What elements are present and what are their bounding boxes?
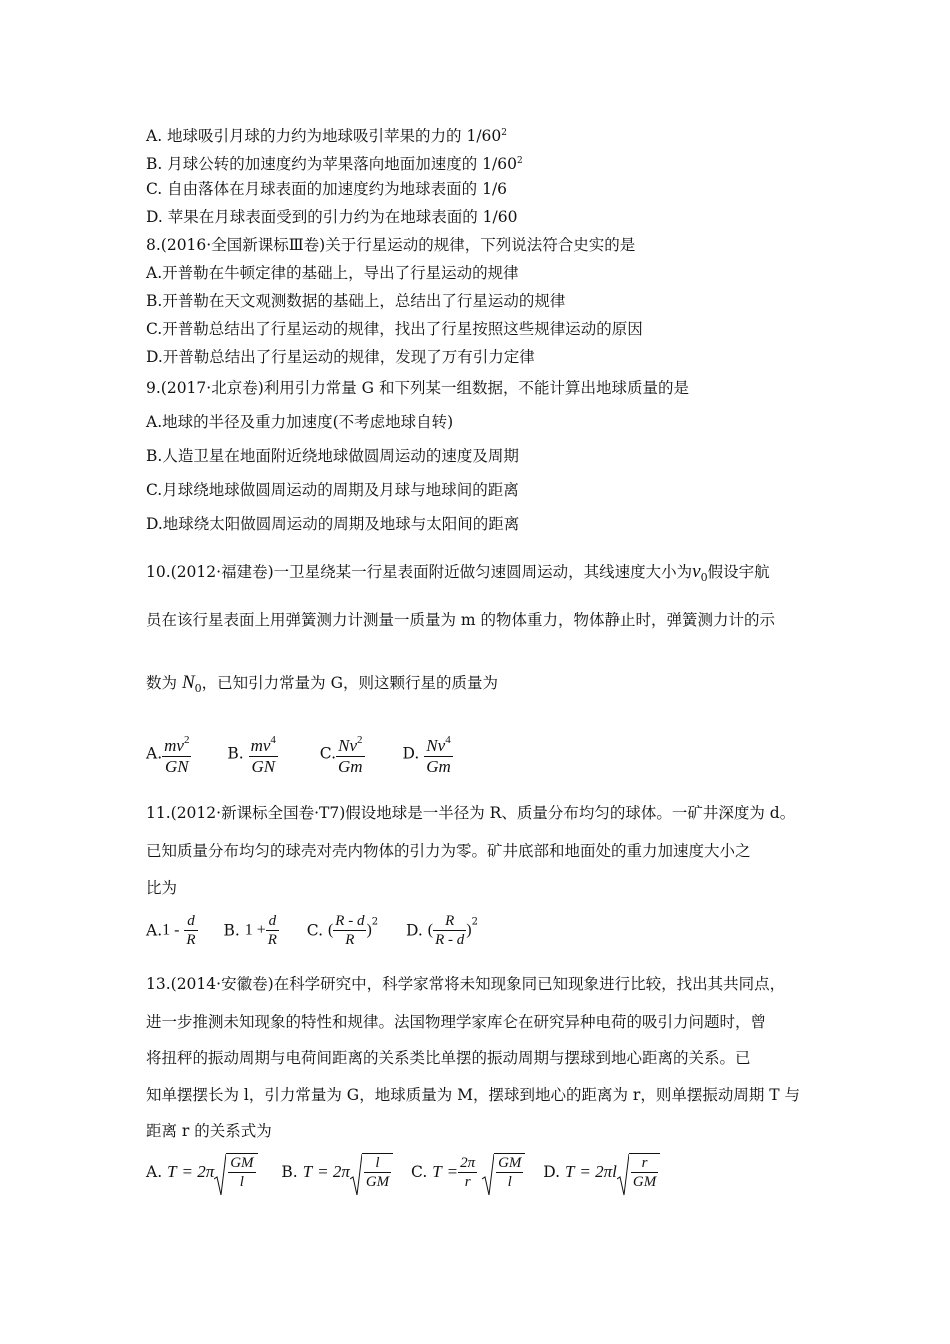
exponent: 2 — [357, 734, 363, 746]
fraction — [162, 730, 191, 777]
left-paren: ( — [427, 921, 434, 939]
question-11-options — [146, 912, 478, 949]
denominator: GN — [251, 757, 276, 776]
option-label: C. — [411, 1163, 428, 1181]
denominator: R - d — [435, 932, 465, 948]
fraction — [496, 1154, 523, 1191]
radical-sign-icon — [482, 1153, 494, 1197]
square-root — [214, 1153, 257, 1191]
expression-prefix: 1 + — [244, 921, 266, 939]
numerator: GM — [498, 1155, 522, 1171]
text: B. 月球公转的加速度约为苹果落向地面加速度的 1/60 — [146, 155, 517, 173]
denominator: Gm — [426, 757, 451, 776]
question-9-stem: 9.(2017·北京卷)利用引力常量 G 和下列某一组数据，不能计算出地球质量的是 — [146, 379, 689, 397]
exponent: 4 — [270, 734, 276, 746]
question-13-stem-line4: 知单摆摆长为 l，引力常量为 G，地球质量为 M，摆球到地心的距离为 r，则单摆振动周期 T 与 — [146, 1086, 801, 1104]
text: 10.(2012·福建卷)一卫星绕某一行星表面附近做匀速圆周运动，其线速度大小为 — [146, 563, 693, 581]
option-c-text: C. 自由落体在月球表面的加速度约为地球表面的 1/6 — [146, 180, 508, 198]
exponent: 2 — [183, 734, 190, 746]
superscript: 2 — [501, 128, 508, 138]
denominator: R — [345, 932, 355, 948]
question-10-stem-line2: 员在该行星表面上用弹簧测力计测量一质量为 m 的物体重力，物体静止时，弹簧测力计的示 — [146, 611, 776, 629]
question-9-option-d: D.地球绕太阳做圆周运动的周期及地球与太阳间的距离 — [146, 515, 520, 533]
text: 数为 — [146, 674, 178, 692]
exponent: 2 — [471, 916, 478, 928]
option-label: D. — [543, 1163, 561, 1181]
question-9-option-b: B.人造卫星在地面附近绕地球做圆周运动的速度及周期 — [146, 447, 519, 465]
fraction — [184, 912, 197, 949]
period-symbol: T — [167, 1162, 177, 1181]
option-label: B. — [281, 1163, 298, 1181]
numerator: R - d — [335, 913, 365, 929]
period-symbol: T — [565, 1162, 575, 1181]
exponent: 2 — [371, 916, 379, 928]
numerator-text: mv — [250, 736, 271, 755]
question-8-option-d: D.开普勒总结出了行星运动的规律，发现了万有引力定律 — [146, 348, 535, 366]
coefficient: = 2π — [181, 1162, 215, 1181]
text: ，已知引力常量为 G，则这颗行星的质量为 — [201, 674, 498, 692]
exponent: 4 — [445, 734, 451, 746]
question-10-stem-line3 — [146, 673, 498, 699]
numerator: d — [184, 912, 197, 931]
denominator: r — [464, 1173, 471, 1190]
option-b-text — [146, 151, 523, 174]
numerator — [162, 730, 191, 757]
fraction — [228, 1154, 255, 1191]
denominator: GN — [164, 757, 189, 776]
coefficient: = 2πl — [579, 1162, 617, 1181]
numerator — [336, 730, 365, 757]
numerator: 2π — [460, 1154, 476, 1171]
question-8-option-c: C.开普勒总结出了行星运动的规律，找出了行星按照这些规律运动的原因 — [146, 320, 643, 338]
fraction — [458, 1154, 477, 1191]
option-d-text: D. 苹果在月球表面受到的引力约为在地球表面的 1/60 — [146, 208, 518, 226]
denominator: l — [239, 1174, 244, 1190]
square-root — [482, 1153, 525, 1191]
fraction — [266, 912, 279, 949]
option-label: A. — [146, 744, 163, 763]
subscript: 0 — [700, 571, 708, 584]
option-a-text — [146, 123, 507, 146]
denominator: GM — [365, 1174, 390, 1190]
question-11-stem-line3: 比为 — [146, 879, 178, 897]
question-13-stem-line2: 进一步推测未知现象的特性和规律。法国物理学家库仑在研究异种电荷的吸引力问题时，曾 — [146, 1013, 767, 1031]
equals: = — [446, 1162, 459, 1181]
question-13-stem-line3: 将扭秤的振动周期与电荷间距离的关系类比单摆的振动周期与摆球到地心距离的关系。已 — [146, 1049, 751, 1067]
force-symbol: N — [181, 672, 195, 693]
option-label: D. — [406, 921, 423, 940]
question-8-stem: 8.(2016·全国新课标Ⅲ卷)关于行星运动的规律，下列说法符合史实的是 — [146, 236, 636, 254]
question-11-stem-line2: 已知质量分布均匀的球壳对壳内物体的引力为零。矿井底部和地面处的重力加速度大小之 — [146, 842, 751, 860]
denominator: Gm — [338, 757, 363, 776]
left-paren: ( — [327, 921, 334, 939]
radical-sign-icon — [350, 1153, 362, 1197]
option-label: A. — [146, 921, 163, 940]
denominator: GM — [632, 1174, 657, 1190]
question-10-options — [146, 730, 453, 777]
question-13-stem-line5: 距离 r 的关系式为 — [146, 1122, 272, 1140]
radical-sign-icon — [617, 1153, 629, 1197]
numerator: l — [364, 1154, 391, 1173]
option-label: C. — [319, 744, 337, 763]
option-label: B. — [227, 744, 244, 763]
question-11-stem-line1: 11.(2012·新课标全国卷·T7)假设地球是一半径为 R、质量分布均匀的球体。一矿井深度为 d。 — [146, 804, 796, 822]
numerator: GM — [230, 1155, 254, 1171]
fraction — [336, 730, 365, 777]
period-symbol: T — [302, 1162, 313, 1181]
numerator: r — [631, 1154, 658, 1173]
right-paren: ) — [366, 921, 372, 939]
square-root — [617, 1153, 660, 1191]
fraction — [424, 730, 453, 777]
numerator-text: Nv — [338, 736, 357, 755]
numerator: R — [433, 912, 466, 931]
option-label: B. — [223, 921, 240, 940]
numerator — [249, 730, 278, 757]
question-8-option-a: A.开普勒在牛顿定律的基础上，导出了行星运动的规律 — [146, 264, 519, 282]
option-label: D. — [402, 744, 420, 763]
expression-prefix: 1 - — [162, 921, 180, 939]
radical-sign-icon — [214, 1153, 226, 1197]
fraction — [631, 1154, 658, 1191]
denominator: R — [186, 932, 196, 948]
fraction — [364, 1154, 391, 1191]
denominator: R — [267, 932, 277, 948]
question-8-option-b: B.开普勒在天文观测数据的基础上，总结出了行星运动的规律 — [146, 292, 566, 310]
subscript: 0 — [194, 682, 202, 695]
numerator: d — [266, 912, 279, 931]
option-label: A. — [146, 1163, 163, 1181]
coefficient: = 2π — [317, 1162, 350, 1181]
question-10-stem-line1 — [146, 562, 770, 588]
numerator-text: mv — [164, 736, 184, 755]
question-13-stem-line1: 13.(2014·安徽卷)在科学研究中，科学家常将未知现象同已知现象进行比较，找出其共同点， — [146, 975, 786, 993]
question-13-options — [146, 1153, 660, 1191]
question-9-option-a: A.地球的半径及重力加速度(不考虑地球自转) — [146, 413, 454, 431]
velocity-symbol: v — [692, 561, 701, 582]
numerator-text: Nv — [426, 736, 446, 755]
numerator — [424, 730, 453, 757]
right-paren: ) — [466, 921, 472, 939]
fraction — [333, 912, 366, 949]
period-symbol: T — [432, 1162, 442, 1181]
square-root — [350, 1153, 393, 1191]
text: 假设宇航 — [707, 563, 770, 581]
option-label: C. — [306, 921, 324, 940]
superscript: 2 — [516, 156, 523, 166]
question-9-option-c: C.月球绕地球做圆周运动的周期及月球与地球间的距离 — [146, 481, 519, 499]
fraction — [249, 730, 278, 777]
text: A. 地球吸引月球的力约为地球吸引苹果的力的 1/60 — [146, 127, 502, 145]
denominator: l — [507, 1174, 512, 1190]
fraction — [433, 912, 466, 949]
